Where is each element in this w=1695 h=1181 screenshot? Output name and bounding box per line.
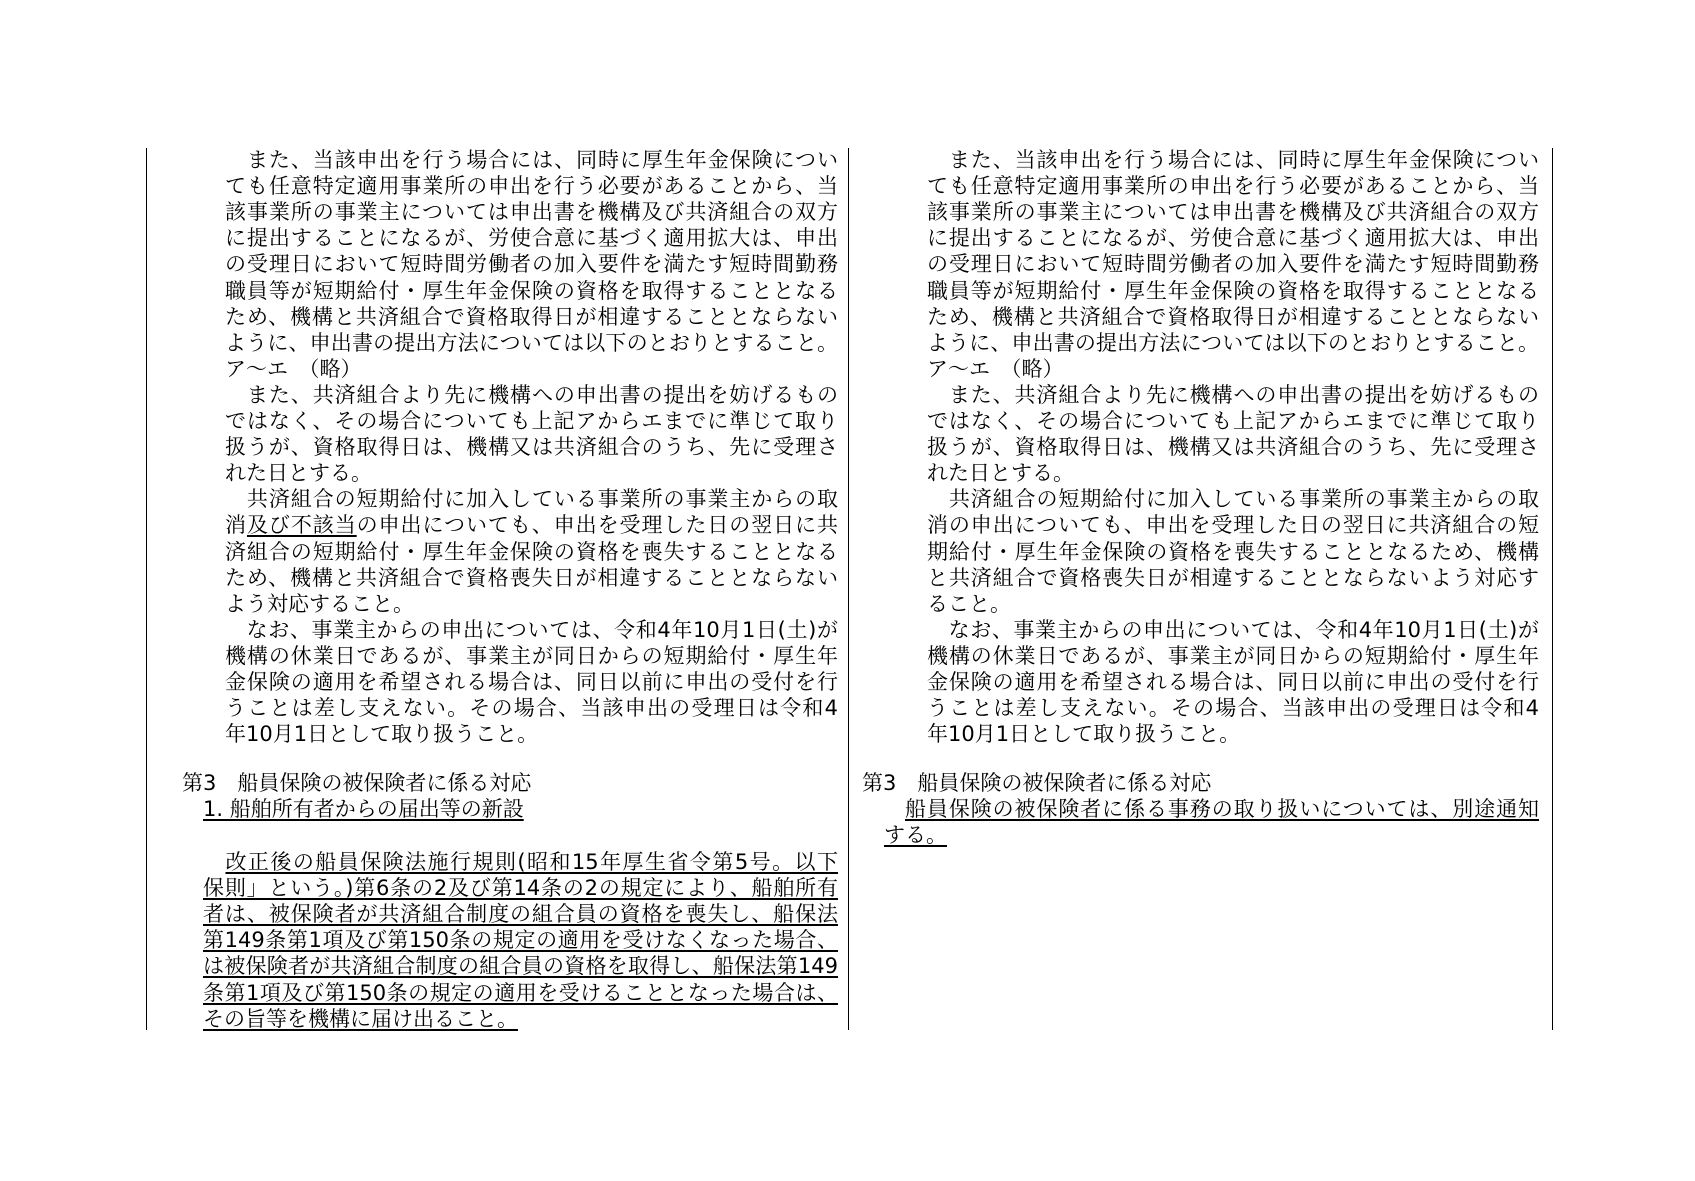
text-line bbox=[203, 927, 838, 953]
text-segment: また、当該申出を行う場合には、同時に厚生年金保険につい bbox=[225, 148, 838, 172]
text-segment: ではなく、その場合についても上記アからエまでに準じて取り bbox=[927, 409, 1539, 433]
text-segment: ア～エ （略） bbox=[927, 356, 1064, 381]
text-segment bbox=[203, 850, 225, 874]
text-segment: ように、申出書の提出方法については以下のとおりとすること。 bbox=[225, 330, 838, 355]
text-segment: ではなく、その場合についても上記アからエまでに準じて取り bbox=[225, 409, 838, 433]
underlined-text: は被保険者が共済組合制度の組合員の資格を取得し、船保法第149 bbox=[203, 954, 838, 979]
text-line bbox=[225, 251, 838, 277]
text-line bbox=[927, 225, 1539, 251]
text-segment: の受理日において短時間労働者の加入要件を満たす短時間勤務 bbox=[225, 252, 838, 277]
text-line bbox=[225, 617, 838, 643]
text-line bbox=[225, 512, 838, 538]
text-line bbox=[225, 669, 838, 695]
text-segment: に提出することになるが、労使合意に基づく適用拡大は、申出 bbox=[225, 226, 838, 251]
text-segment: なお、事業主からの申出については、令和4年10月1日(土)が bbox=[927, 617, 1539, 642]
text-line bbox=[927, 408, 1539, 434]
text-segment: れた日とする。 bbox=[927, 461, 1074, 486]
right-section-heading: 第3 船員保険の被保険者に係る対応 bbox=[862, 771, 1212, 795]
text-line bbox=[927, 591, 1011, 617]
text-segment: の申出についても、申出を受理した日の翌日に共 bbox=[356, 513, 838, 538]
text-line bbox=[225, 643, 838, 669]
text-line bbox=[927, 434, 1539, 460]
text-line bbox=[927, 486, 1539, 512]
text-line bbox=[927, 617, 1539, 643]
underlined-text: 条第1項及び第150条の規定の適用を受けることとなった場合は、 bbox=[203, 980, 838, 1005]
text-line bbox=[225, 278, 838, 304]
text-line bbox=[225, 199, 838, 225]
text-segment: れた日とする。 bbox=[225, 461, 372, 486]
text-segment: 年10月1日として取り扱うこと。 bbox=[225, 722, 539, 747]
text-line bbox=[927, 356, 1064, 382]
text-line bbox=[927, 199, 1539, 225]
text-line bbox=[225, 173, 838, 199]
text-segment: うことは差し支えない。その場合、当該申出の受理日は令和4 bbox=[225, 696, 838, 721]
text-line bbox=[225, 695, 838, 721]
text-segment: の受理日において短時間労働者の加入要件を満たす短時間勤務 bbox=[927, 252, 1539, 277]
underlined-text: 及び不該当 bbox=[246, 513, 357, 538]
text-line bbox=[927, 382, 1539, 408]
text-line bbox=[927, 721, 1240, 747]
text-line bbox=[203, 980, 838, 1006]
underlined-text: 改正後の船員保険法施行規則(昭和15年厚生省令第5号。以下 bbox=[225, 850, 838, 874]
text-segment: 該事業所の事業主については申出書を機構及び共済組合の双方 bbox=[927, 200, 1539, 225]
text-segment: 金保険の適用を希望される場合は、同日以前に申出の受付を行 bbox=[927, 670, 1539, 694]
text-line bbox=[927, 512, 1539, 538]
text-line bbox=[225, 356, 362, 382]
text-line bbox=[225, 486, 838, 512]
text-line bbox=[927, 643, 1539, 669]
text-line bbox=[203, 953, 838, 979]
text-segment: 機構の休業日であるが、事業主が同日からの短期給付・厚生年 bbox=[225, 643, 838, 668]
text-segment: 金保険の適用を希望される場合は、同日以前に申出の受付を行 bbox=[225, 670, 838, 694]
text-line bbox=[927, 669, 1539, 695]
text-segment: と共済組合で資格喪失日が相違することとならないよう対応す bbox=[927, 565, 1539, 590]
text-line bbox=[203, 1006, 518, 1032]
text-line bbox=[927, 565, 1539, 591]
text-line bbox=[225, 304, 838, 330]
text-line bbox=[927, 278, 1539, 304]
text-segment: ア～エ （略） bbox=[225, 356, 362, 381]
left-subheading: 1. 船舶所有者からの届出等の新設 bbox=[203, 797, 524, 821]
right-paragraph-line: 船員保険の被保険者に係る事務の取り扱いについては、別途通知 bbox=[905, 797, 1539, 821]
text-segment: 職員等が短期給付・厚生年金保険の資格を取得することとなる bbox=[225, 278, 838, 303]
text-segment: ても任意特定適用事業所の申出を行う必要があることから、当 bbox=[927, 174, 1539, 199]
text-segment: 消の申出についても、申出を受理した日の翌日に共済組合の短 bbox=[927, 513, 1539, 538]
text-line bbox=[225, 565, 838, 591]
underlined-text: 者は、被保険者が共済組合制度の組合員の資格を喪失し、船保法 bbox=[203, 902, 838, 927]
text-line bbox=[927, 251, 1539, 277]
text-segment: 共済組合の短期給付に加入している事業所の事業主からの取 bbox=[225, 487, 838, 512]
text-line bbox=[225, 539, 838, 565]
text-line bbox=[927, 460, 1074, 486]
text-line bbox=[203, 901, 838, 927]
text-line bbox=[927, 695, 1539, 721]
text-line bbox=[927, 304, 1539, 330]
text-segment: 期給付・厚生年金保険の資格を喪失することとなるため、機構 bbox=[927, 539, 1539, 564]
text-segment: ため、機構と共済組合で資格喪失日が相違することとならない bbox=[225, 565, 838, 590]
text-segment: 扱うが、資格取得日は、機構又は共済組合のうち、先に受理さ bbox=[225, 435, 838, 460]
text-line bbox=[225, 591, 414, 617]
text-segment: 該事業所の事業主については申出書を機構及び共済組合の双方 bbox=[225, 200, 838, 225]
text-line bbox=[203, 849, 838, 875]
text-line bbox=[225, 225, 838, 251]
text-line bbox=[225, 721, 538, 747]
text-segment: ること。 bbox=[927, 591, 1011, 616]
left-border bbox=[146, 148, 147, 1030]
text-segment: 済組合の短期給付・厚生年金保険の資格を喪失することとなる bbox=[225, 539, 838, 564]
right-border bbox=[1552, 148, 1553, 1030]
text-segment: ように、申出書の提出方法については以下のとおりとすること。 bbox=[927, 330, 1539, 355]
text-segment: また、共済組合より先に機構への申出書の提出を妨げるもの bbox=[927, 382, 1539, 407]
underlined-text: 保則」という。)第6条の2及び第14条の2の規定により、船舶所有 bbox=[203, 876, 838, 901]
text-line bbox=[225, 408, 838, 434]
text-segment: よう対応すること。 bbox=[225, 591, 414, 616]
text-line bbox=[927, 173, 1539, 199]
text-segment: に提出することになるが、労使合意に基づく適用拡大は、申出 bbox=[927, 226, 1539, 251]
text-line bbox=[927, 330, 1539, 356]
text-segment: 消 bbox=[225, 513, 247, 538]
text-line bbox=[225, 434, 838, 460]
text-segment: 年10月1日として取り扱うこと。 bbox=[927, 722, 1241, 747]
text-line bbox=[225, 460, 372, 486]
text-segment: 機構の休業日であるが、事業主が同日からの短期給付・厚生年 bbox=[927, 643, 1539, 668]
text-line bbox=[225, 330, 838, 356]
text-segment: また、共済組合より先に機構への申出書の提出を妨げるもの bbox=[225, 382, 838, 407]
text-segment: ても任意特定適用事業所の申出を行う必要があることから、当 bbox=[225, 174, 838, 199]
text-segment: ため、機構と共済組合で資格取得日が相違することとならない bbox=[927, 304, 1539, 329]
center-divider bbox=[848, 148, 849, 1030]
text-line bbox=[203, 875, 838, 901]
text-line bbox=[927, 147, 1539, 173]
text-line bbox=[927, 539, 1539, 565]
text-segment: うことは差し支えない。その場合、当該申出の受理日は令和4 bbox=[927, 696, 1539, 721]
text-segment: 共済組合の短期給付に加入している事業所の事業主からの取 bbox=[927, 487, 1539, 512]
text-segment: 扱うが、資格取得日は、機構又は共済組合のうち、先に受理さ bbox=[927, 435, 1539, 460]
underlined-text: 第149条第1項及び第150条の規定の適用を受けなくなった場合、 bbox=[203, 928, 838, 953]
text-segment: 職員等が短期給付・厚生年金保険の資格を取得することとなる bbox=[927, 278, 1539, 303]
text-line bbox=[225, 382, 838, 408]
text-segment: また、当該申出を行う場合には、同時に厚生年金保険につい bbox=[927, 148, 1539, 172]
right-paragraph-line: する。 bbox=[884, 823, 947, 847]
text-line bbox=[225, 147, 838, 173]
text-segment: なお、事業主からの申出については、令和4年10月1日(土)が bbox=[225, 617, 838, 642]
underlined-text: その旨等を機構に届け出ること。 bbox=[203, 1006, 518, 1031]
text-segment: ため、機構と共済組合で資格取得日が相違することとならない bbox=[225, 304, 838, 329]
left-section-heading: 第3 船員保険の被保険者に係る対応 bbox=[182, 771, 532, 795]
